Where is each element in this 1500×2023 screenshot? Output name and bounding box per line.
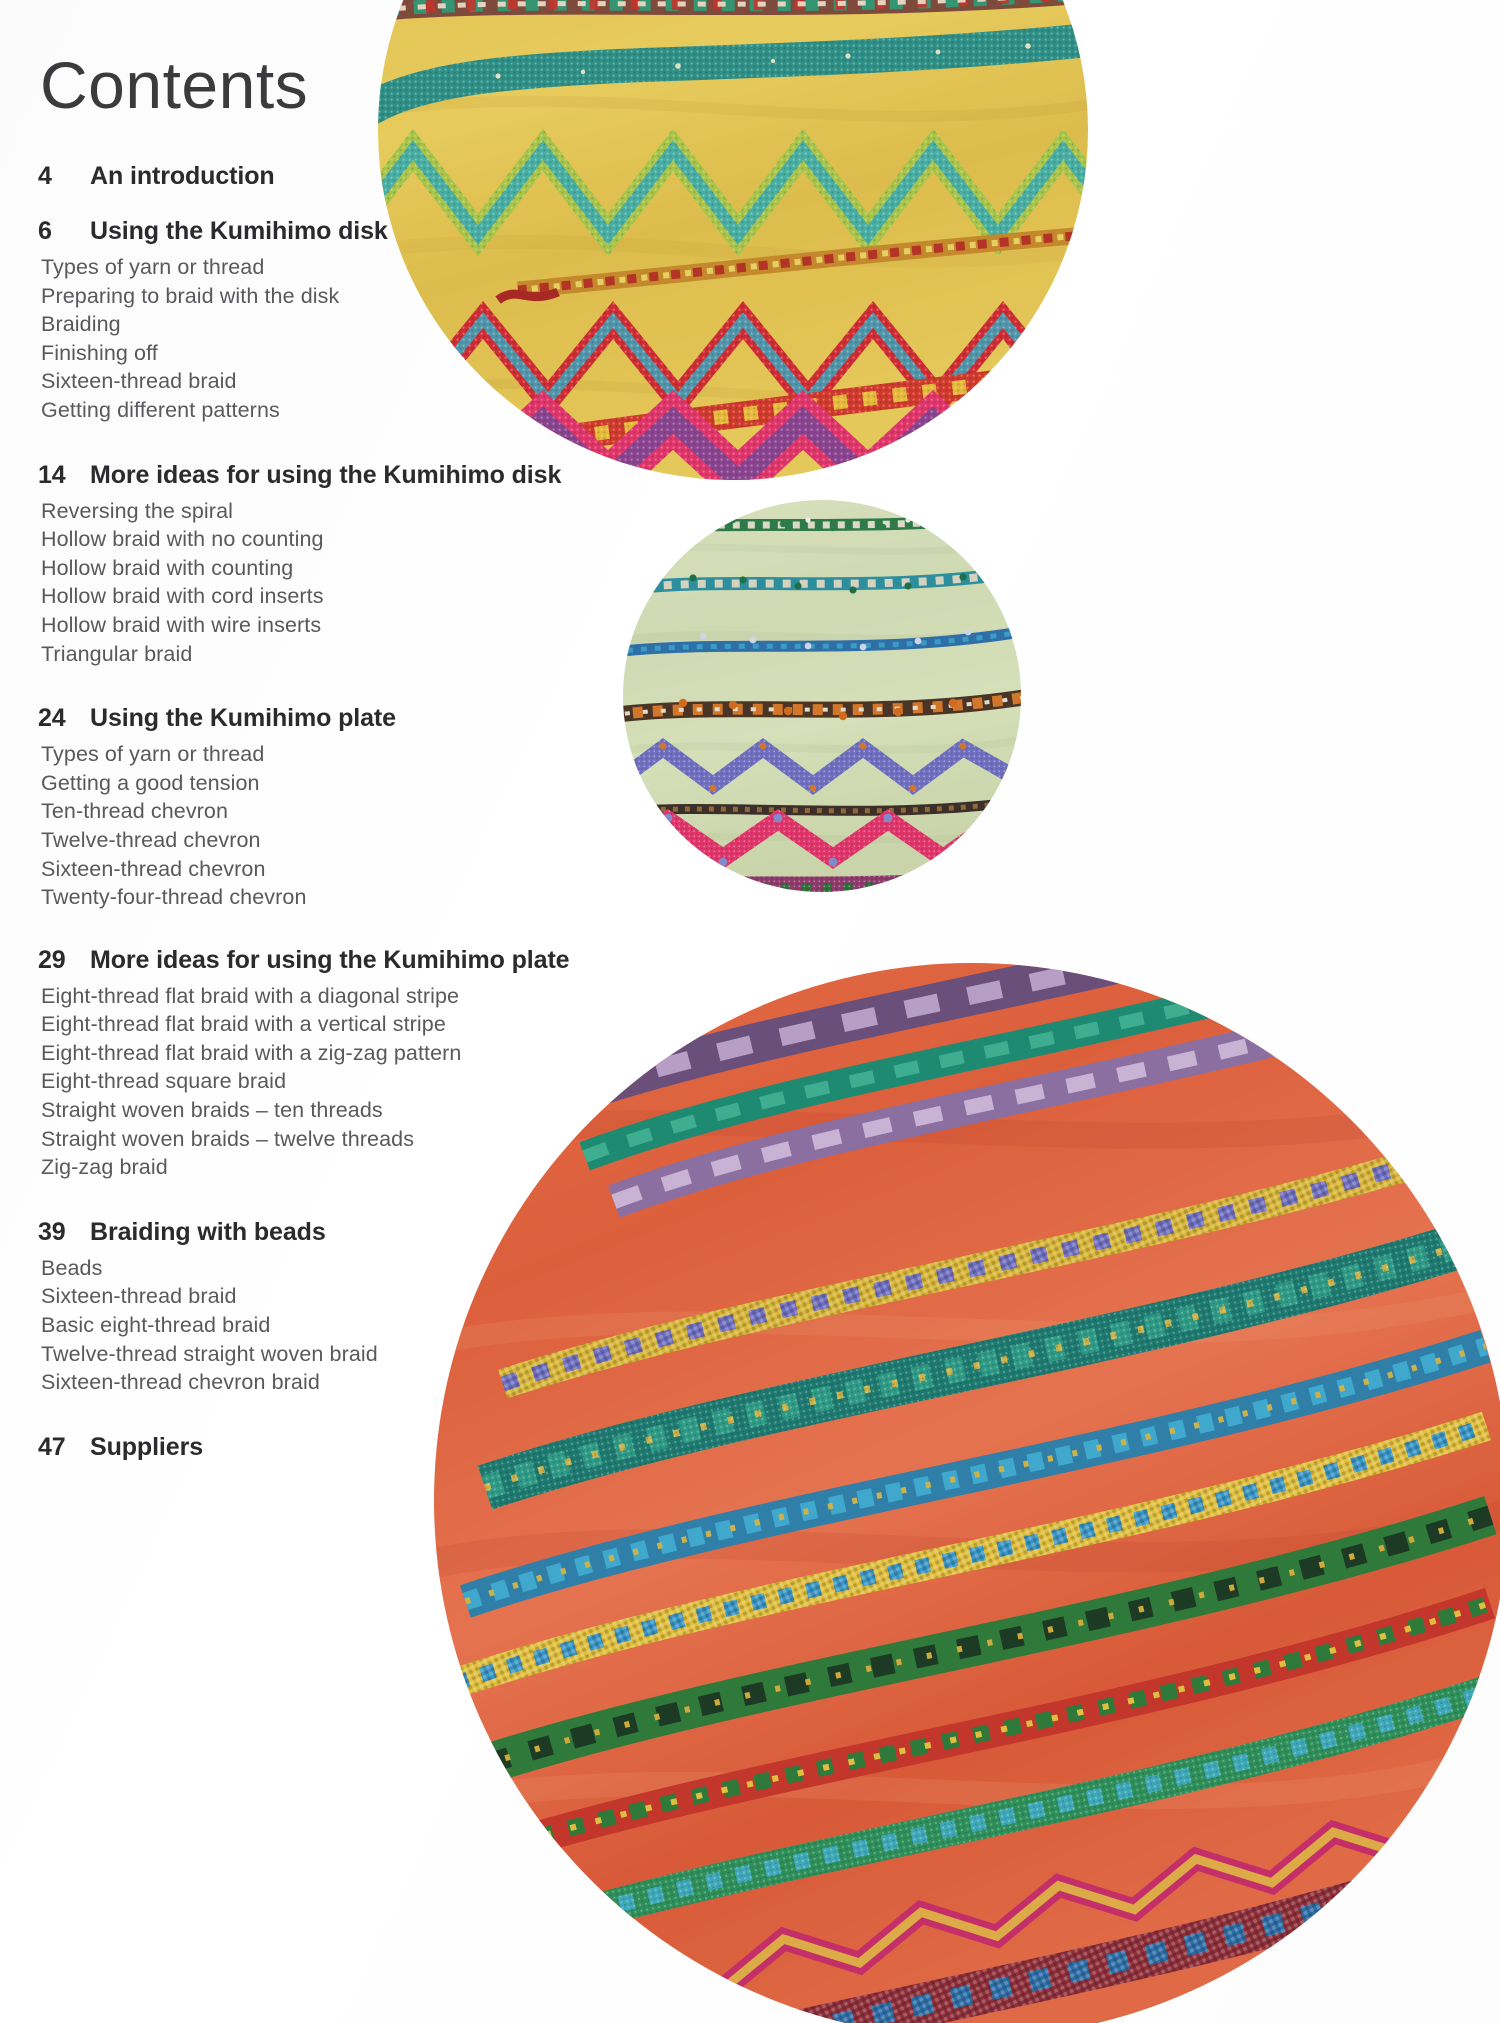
toc-page-number: 47 bbox=[38, 1432, 66, 1461]
toc-subitem[interactable]: Twenty-four-thread chevron bbox=[41, 885, 307, 910]
toc-subitem[interactable]: Twelve-thread chevron bbox=[41, 827, 261, 852]
toc-section bbox=[38, 1218, 678, 1397]
toc-subitem[interactable]: Zig-zag braid bbox=[41, 1155, 168, 1180]
toc-subitem[interactable]: Twelve-thread straight woven braid bbox=[41, 1341, 378, 1366]
toc-page-number: 29 bbox=[38, 945, 66, 974]
toc-subitem[interactable]: Sixteen-thread chevron braid bbox=[41, 1370, 320, 1395]
toc-section-title: More ideas for using the Kumihimo disk bbox=[90, 460, 562, 489]
toc-page-number: 4 bbox=[38, 162, 52, 190]
toc-page-number: 24 bbox=[38, 704, 66, 733]
toc-section-heading[interactable] bbox=[38, 946, 678, 975]
toc-subitem[interactable]: Triangular braid bbox=[41, 641, 193, 666]
toc-subitem[interactable]: Straight woven braids – ten threads bbox=[41, 1098, 383, 1123]
toc-section bbox=[38, 162, 678, 191]
toc-page-number: 6 bbox=[38, 217, 52, 245]
toc-subitem[interactable]: Braiding bbox=[41, 312, 121, 337]
table-of-contents bbox=[38, 48, 678, 1462]
toc-section-title: Braiding with beads bbox=[90, 1217, 326, 1246]
toc-section-title: An introduction bbox=[90, 162, 275, 190]
toc-subitem[interactable]: Getting a good tension bbox=[41, 770, 260, 795]
toc-section-heading[interactable] bbox=[38, 217, 678, 246]
toc-subitem[interactable]: Eight-thread flat braid with a zig-zag pattern bbox=[41, 1040, 462, 1065]
toc-section bbox=[38, 946, 678, 1182]
toc-subitem[interactable]: Beads bbox=[41, 1255, 103, 1280]
toc-subitem[interactable]: Hollow braid with no counting bbox=[41, 527, 324, 552]
toc-subitem[interactable]: Hollow braid with wire inserts bbox=[41, 612, 322, 637]
toc-subitem[interactable]: Eight-thread flat braid with a diagonal stripe bbox=[41, 983, 460, 1008]
toc-subitem[interactable]: Sixteen-thread braid bbox=[41, 369, 237, 394]
toc-page-number: 39 bbox=[38, 1217, 66, 1246]
toc-section-title: More ideas for using the Kumihimo plate bbox=[90, 945, 570, 974]
toc-subitem[interactable]: Straight woven braids – twelve threads bbox=[41, 1126, 415, 1151]
toc-subitem[interactable]: Hollow braid with cord inserts bbox=[41, 584, 324, 609]
toc-section bbox=[38, 1433, 678, 1462]
toc-subitem-list bbox=[38, 497, 678, 669]
toc-subitem[interactable]: Types of yarn or thread bbox=[41, 255, 265, 279]
toc-subitem-list bbox=[38, 1254, 678, 1397]
toc-section-heading[interactable] bbox=[38, 704, 678, 733]
toc-subitem-list bbox=[38, 740, 678, 912]
beaded-braids-photo bbox=[623, 500, 1021, 892]
toc-section-heading[interactable] bbox=[38, 162, 678, 191]
toc-subitem[interactable]: Sixteen-thread chevron bbox=[41, 856, 266, 881]
toc-section-heading[interactable] bbox=[38, 461, 678, 490]
toc-section-title: Suppliers bbox=[90, 1432, 204, 1461]
toc-subitem[interactable]: Reversing the spiral bbox=[41, 498, 234, 523]
toc-subitem[interactable]: Types of yarn or thread bbox=[41, 742, 265, 767]
toc-section bbox=[38, 704, 678, 912]
toc-subitem[interactable]: Basic eight-thread braid bbox=[41, 1313, 271, 1338]
toc-page-number: 14 bbox=[38, 460, 66, 489]
toc-subitem[interactable]: Ten-thread chevron bbox=[41, 799, 229, 824]
toc-section-heading[interactable] bbox=[38, 1218, 678, 1247]
toc-section bbox=[38, 461, 678, 669]
toc-section-title: Using the Kumihimo plate bbox=[90, 704, 396, 733]
toc-subitem-list bbox=[38, 982, 678, 1182]
toc-subitem[interactable]: Finishing off bbox=[41, 340, 158, 365]
toc-section-heading[interactable] bbox=[38, 1433, 678, 1462]
toc-subitem[interactable]: Hollow braid with counting bbox=[41, 555, 294, 580]
toc-subitem[interactable]: Eight-thread square braid bbox=[41, 1069, 287, 1094]
toc-section bbox=[38, 217, 678, 425]
toc-subitem[interactable]: Getting different patterns bbox=[41, 397, 280, 422]
toc-subitem[interactable]: Sixteen-thread braid bbox=[41, 1284, 237, 1309]
page-title: Contents bbox=[40, 48, 309, 122]
toc-subitem-list bbox=[38, 253, 678, 425]
toc-section-title: Using the Kumihimo disk bbox=[90, 217, 388, 245]
toc-subitem[interactable]: Eight-thread flat braid with a vertical stripe bbox=[41, 1012, 446, 1037]
toc-subitem[interactable]: Preparing to braid with the disk bbox=[41, 283, 340, 308]
